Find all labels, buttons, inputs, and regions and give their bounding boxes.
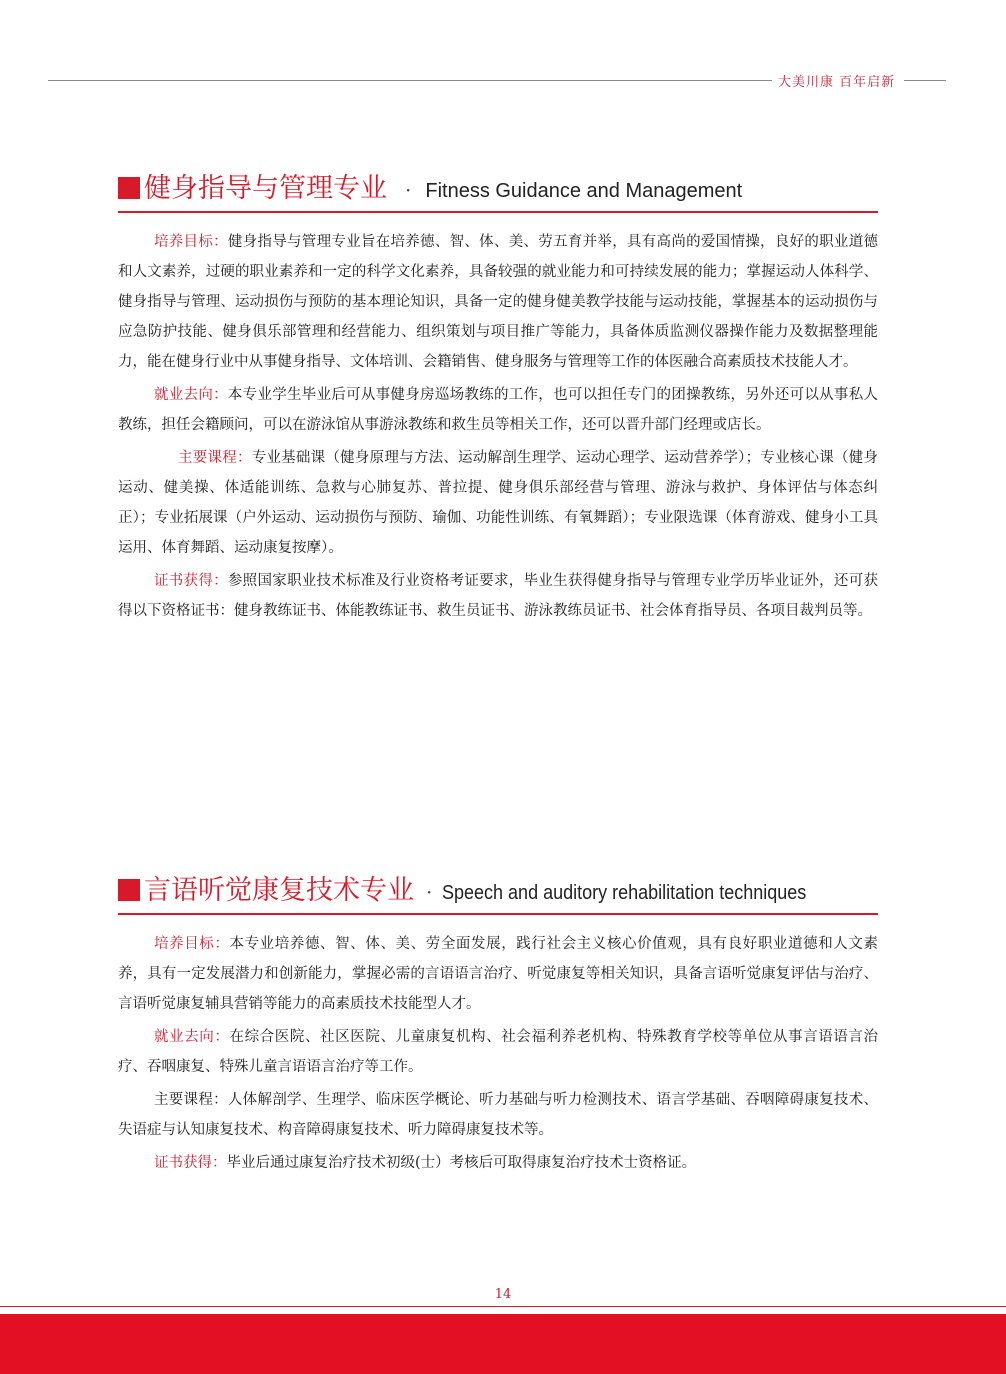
page-number: 14: [494, 1287, 512, 1302]
paragraph-label: 证书获得：: [154, 573, 228, 589]
header-tagline: 大美川康 百年启新: [778, 75, 896, 90]
title-separator-dot: ·: [426, 880, 433, 904]
paragraph-label: 主要课程：: [154, 1092, 228, 1108]
section-speech-auditory: [118, 868, 878, 1181]
paragraph-courses: [118, 1085, 878, 1145]
title-square-marker: [118, 177, 140, 199]
footer-rule: [0, 1306, 1006, 1307]
footer-band: [0, 1314, 1006, 1374]
paragraph-certificates: [118, 1148, 878, 1178]
paragraph-text: 专业基础课（健身原理与方法、运动解剖生理学、运动心理学、运动营养学）；专业核心课（健身运动、健美操、体适能训练、急救与心肺复苏、普拉提、健身俱乐部经营与管理、游泳与救护、身体评估与体态纠正）；专业拓展课（户外运动、运动损伤与预防、瑜伽、功能性训练、有氧舞蹈）；专业限选课（体育游戏、健身小工具运用、体育舞蹈、运动康复按摩）。: [118, 450, 879, 556]
title-square-marker: [118, 879, 140, 901]
paragraph-text: 参照国家职业技术标准及行业资格考证要求，毕业生获得健身指导与管理专业学历毕业证外，还可获得以下资格证书：健身教练证书、体能教练证书、救生员证书、游泳教练员证书、社会体育指导员、各项目裁判员等。: [118, 573, 878, 619]
section-title-rule: [118, 211, 878, 213]
section-title-rule: [118, 913, 878, 915]
section-title: [118, 868, 878, 913]
paragraph-text: 健身指导与管理专业旨在培养德、智、体、美、劳五育并举，具有高尚的爱国情操，良好的职业道德和人文素养，过硬的职业素养和一定的科学文化素养，具备较强的就业能力和可持续发展的能力；掌握运动人体科学、健身指导与管理、运动损伤与预防的基本理论知识，具备一定的健身健美教学技能与运动技能，掌握基本的运动损伤与应急防护技能、健身俱乐部管理和经营能力、组织策划与项目推广等能力，具备体质监测仪器操作能力及数据整理能力，能在健身行业中从事健身指导、文体培训、会籍销售、健身服务与管理等工作的体医融合高素质技术技能人才。: [118, 234, 878, 370]
paragraph-label: 就业去向：: [154, 1029, 230, 1045]
paragraph-training-goal: [118, 227, 878, 377]
paragraph-text: 人体解剖学、生理学、临床医学概论、听力基础与听力检测技术、语言学基础、吞咽障碍康复技术、失语症与认知康复技术、构音障碍康复技术、听力障碍康复技术等。: [118, 1092, 878, 1138]
paragraph-label: 主要课程：: [178, 450, 252, 466]
paragraph-label: 培养目标：: [154, 936, 230, 952]
title-separator-dot: ·: [405, 178, 412, 202]
header-tail-rule: [904, 80, 946, 81]
section-title-en: Speech and auditory rehabilitation techniques: [442, 882, 807, 904]
paragraph-employment: [118, 380, 878, 440]
paragraph-certificates: [118, 566, 878, 626]
paragraph-label: 证书获得：: [154, 1155, 227, 1171]
paragraph-training-goal: [118, 929, 878, 1019]
paragraph-courses: [118, 443, 878, 563]
header-rule: [48, 80, 772, 81]
section-title: [118, 166, 878, 211]
section-title-cn: 健身指导与管理专业: [144, 173, 387, 204]
paragraph-text: 本专业培养德、智、体、美、劳全面发展，践行社会主义核心价值观，具有良好职业道德和人文素养，具有一定发展潜力和创新能力，掌握必需的言语语言治疗、听觉康复等相关知识，具备言语听觉康复评估与治疗、言语听觉康复辅具营销等能力的高素质技术技能型人才。: [118, 936, 879, 1012]
paragraph-employment: [118, 1022, 878, 1082]
section-title-en: Fitness Guidance and Management: [425, 180, 743, 202]
paragraph-text: 毕业后通过康复治疗技术初级(士）考核后可取得康复治疗技术士资格证。: [226, 1155, 697, 1171]
section-title-cn: 言语听觉康复技术专业: [144, 875, 414, 906]
paragraph-label: 培养目标：: [154, 234, 228, 250]
section-fitness: [118, 166, 878, 629]
paragraph-text: 本专业学生毕业后可从事健身房巡场教练的工作，也可以担任专门的团操教练，另外还可以从事私人教练，担任会籍顾问，可以在游泳馆从事游泳教练和救生员等相关工作，还可以晋升部门经理或店长。: [118, 387, 878, 433]
paragraph-label: 就业去向：: [154, 387, 228, 403]
paragraph-text: 在综合医院、社区医院、儿童康复机构、社会福利养老机构、特殊教育学校等单位从事言语语言治疗、吞咽康复、特殊儿童言语语言治疗等工作。: [118, 1029, 879, 1075]
